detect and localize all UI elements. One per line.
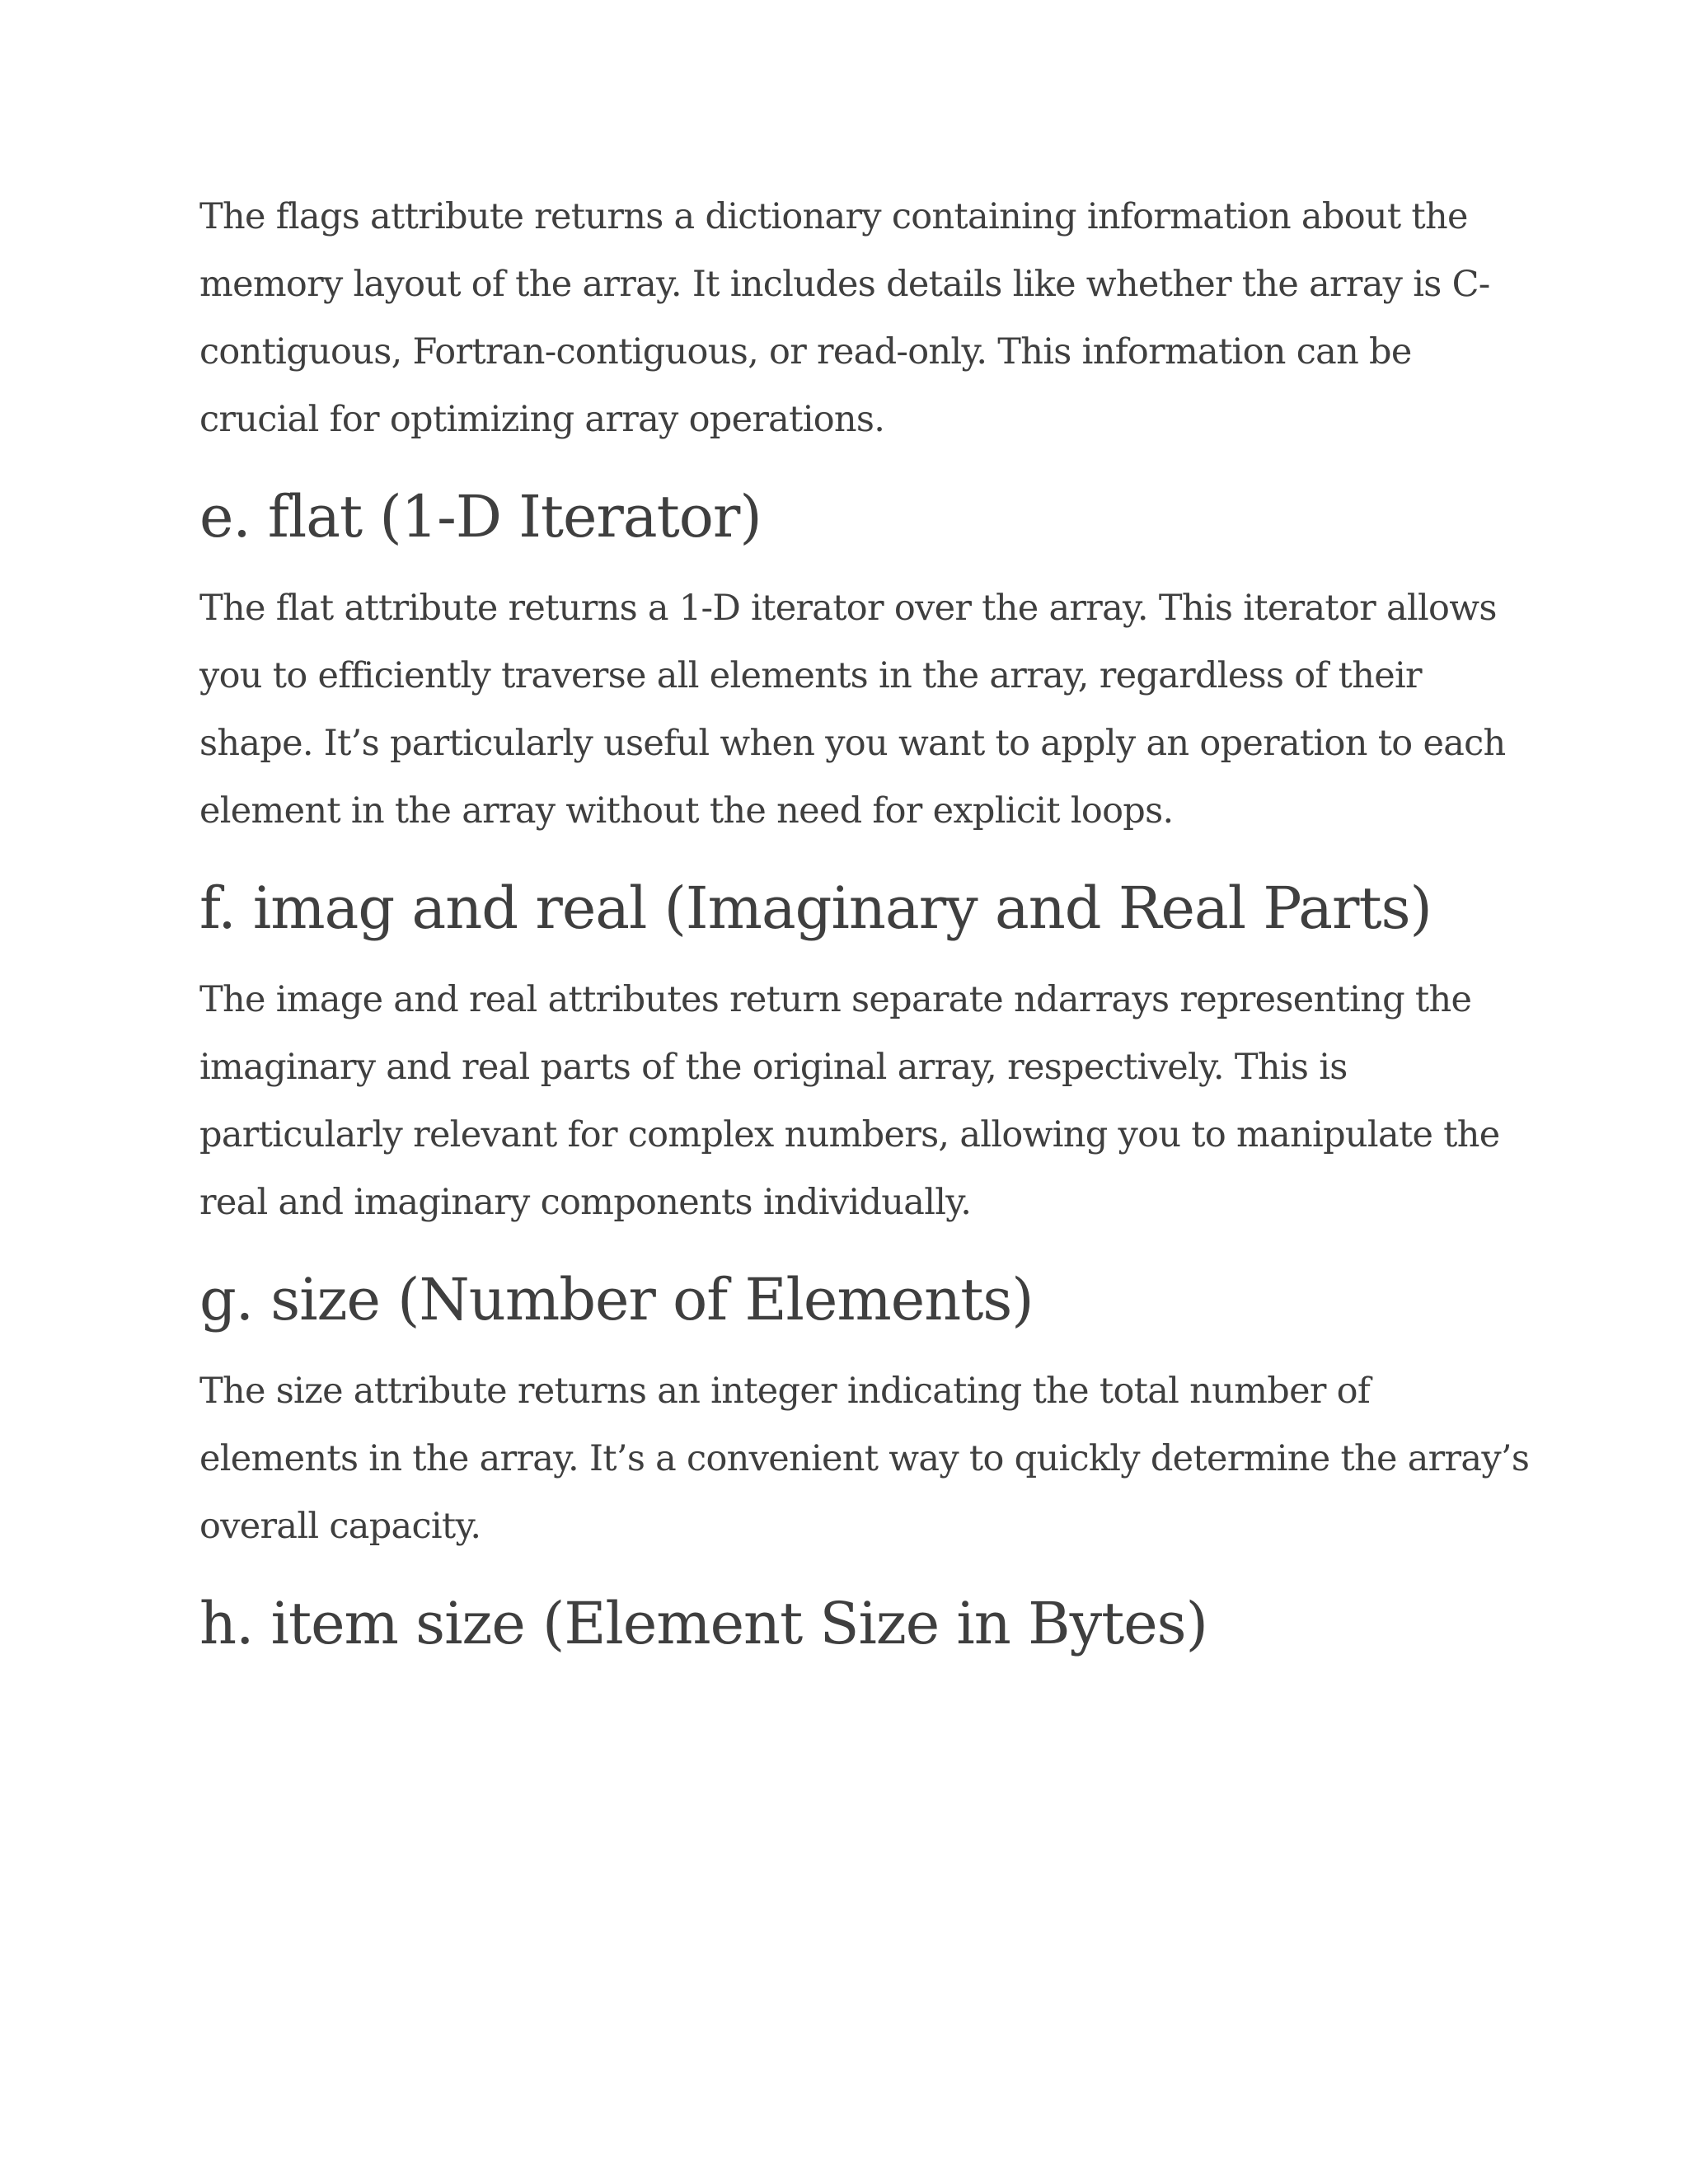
- flat-section-heading: e. flat (1-D Iterator): [199, 483, 762, 551]
- imag-real-section-paragraph: The image and real attributes return separate ndarrays representing the imaginary and real parts of the original array, respectively. This is particularly relevant for complex numbers, allowing you to manipulate the real and imaginary components individually.: [199, 979, 1500, 1223]
- imag-real-section-heading: f. imag and real (Imaginary and Real Parts): [199, 874, 1432, 942]
- item-size-section-heading: h. item size (Element Size in Bytes): [199, 1590, 1207, 1657]
- size-section-heading: g. size (Number of Elements): [199, 1266, 1034, 1333]
- flat-section-paragraph: The flat attribute returns a 1-D iterator over the array. This iterator allows you to efficiently traverse all elements in the array, regardless of their shape. It’s particularly useful when you want to apply an operation to each element in the array without the need for explicit loops.: [199, 588, 1506, 832]
- size-section-paragraph: The size attribute returns an integer indicating the total number of elements in the array. It’s a convenient way to quickly determine the array’s overall capacity.: [199, 1371, 1530, 1547]
- flags-description-paragraph: The flags attribute returns a dictionary containing information about the memory layout of the array. It includes details like whether the array is C-contiguous, Fortran-contiguous, or read-only. This information can be crucial for optimizing array operations.: [199, 196, 1490, 440]
